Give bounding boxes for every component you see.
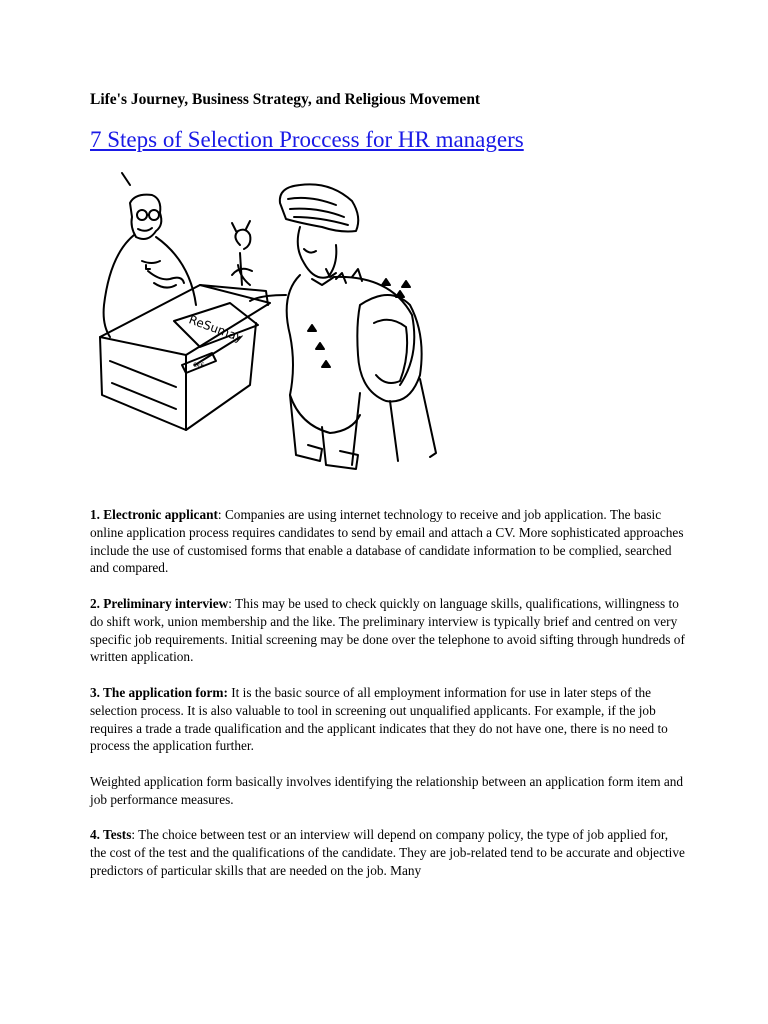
- desk: [100, 285, 270, 430]
- paragraph-heading: 3. The application form:: [90, 684, 228, 700]
- stroke-mark: [122, 173, 130, 185]
- resume-label: ReSumay: [187, 312, 245, 345]
- post-title-link[interactable]: 7 Steps of Selection Proccess for HR managers: [90, 127, 524, 152]
- paragraph-text: : The choice between test or an interview will depend on company policy, the type of job applied for, the cost of the test and the qualifications of the candidate. They are job-related tend to be accurate and objective predictors of particular skills that are needed on the job. Many: [90, 827, 685, 878]
- paragraph-heading: 4. Tests: [90, 827, 132, 843]
- desk-sign-text: €€€: [193, 362, 205, 369]
- resume-paper: [174, 303, 258, 347]
- paragraph-electronic-applicant: [90, 506, 685, 577]
- paragraph-text: Weighted application form basically involves identifying the relationship between an application form item and job performance measures.: [90, 773, 684, 807]
- interviewer-figure: [104, 195, 196, 337]
- article-body: [90, 506, 685, 898]
- applicant-figure: [232, 184, 436, 469]
- paragraph-text: : This may be used to check quickly on language skills, qualifications, willingness to do shift work, union membership and the like. The preliminary interview is typically brief and centred on very specific job requirements. Initial screening may be done over the telephone to avoid sifting through hundreds of written application.: [90, 595, 685, 665]
- interview-cartoon-illustration: [90, 165, 480, 485]
- paragraph-heading: 2. Preliminary interview: [90, 595, 229, 611]
- paragraph-text: : Companies are using internet technology to receive and job application. The basic online application process requires candidates to send by email and attach a CV. More sophisticated approaches include the use of customised forms that enable a database of candidate information to be complied, searched and compared.: [90, 507, 684, 576]
- paragraph-text: It is the basic source of all employment information for use in later steps of the selection process. It is also valuable to tool in screening out unqualified applicants. For example, if the job requires a trade a trade qualification and the applicant indicates that they do not have one, there is no need to process the application further.: [90, 684, 668, 754]
- paragraph-preliminary-interview: [90, 595, 685, 666]
- paragraph-weighted-application: [90, 773, 685, 809]
- paragraph-heading: 1. Electronic applicant: [90, 507, 218, 522]
- paragraph-application-form: [90, 684, 685, 755]
- blog-title: Life's Journey, Business Strategy, and Religious Movement: [90, 91, 481, 108]
- paragraph-tests: [90, 826, 685, 879]
